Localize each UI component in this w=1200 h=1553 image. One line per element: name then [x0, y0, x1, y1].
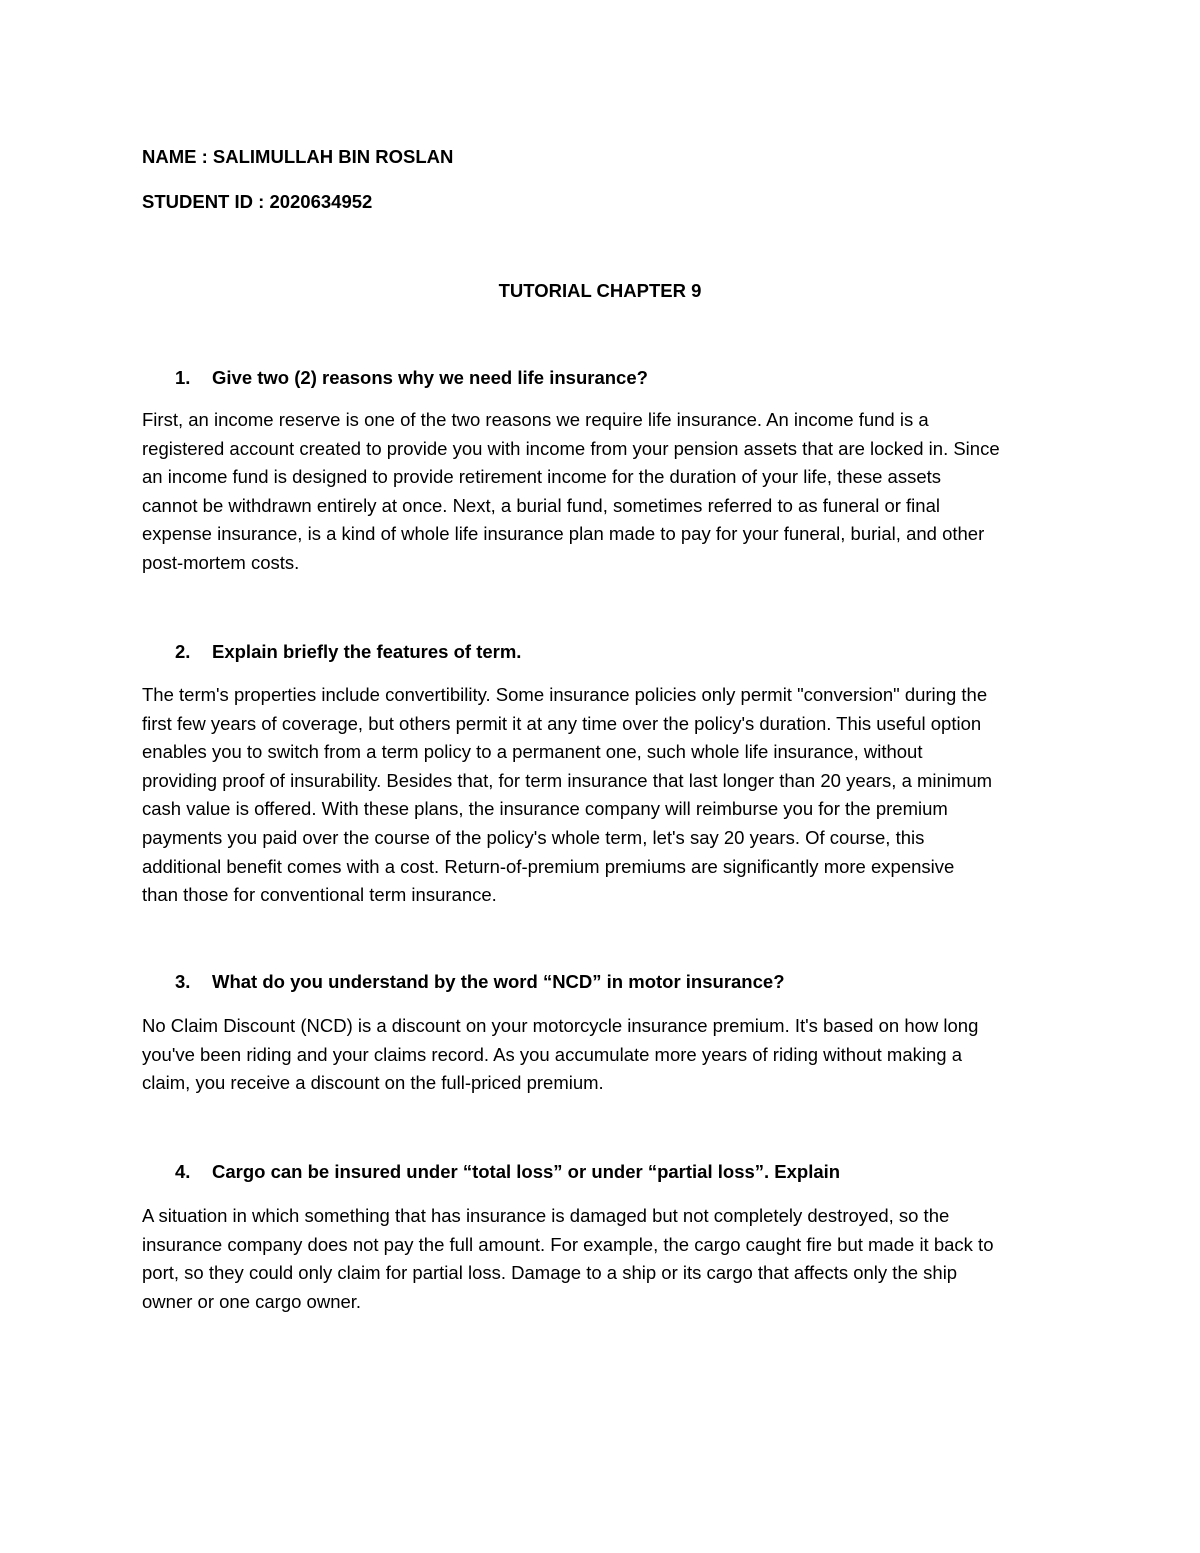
question-2-text: Explain briefly the features of term.: [212, 641, 522, 662]
question-4-text: Cargo can be insured under “total loss” or under “partial loss”. Explain: [212, 1161, 841, 1182]
answer-line: you've been riding and your claims record. As you accumulate more years of riding without making a: [142, 1043, 962, 1065]
answer-line: No Claim Discount (NCD) is a discount on your motorcycle insurance premium. It's based on how long: [142, 1015, 979, 1036]
answer-line: The term's properties include convertibility. Some insurance policies only permit "conversion" during the: [142, 684, 988, 705]
answer-line: cannot be withdrawn entirely at once. Next, a burial fund, sometimes referred to as funeral or final: [142, 494, 940, 516]
answer-line: expense insurance, is a kind of whole life insurance plan made to pay for your funeral, burial, and other: [142, 523, 985, 545]
question-4-heading: [175, 1163, 840, 1182]
answer-line: registered account created to provide you with income from your pension assets that are locked in. Since: [142, 437, 1000, 459]
question-1-text: Give two (2) reasons why we need life insurance?: [212, 367, 648, 388]
question-3-text: What do you understand by the word “NCD” in motor insurance?: [212, 971, 785, 992]
answer-4: [142, 1202, 1072, 1316]
answer-line: First, an income reserve is one of the two reasons we require life insurance. An income fund is a: [142, 409, 929, 430]
question-1-number: 1.: [175, 367, 191, 388]
answer-line: enables you to switch from a term policy to a permanent one, such whole life insurance, without: [142, 741, 923, 763]
answer-line: owner or one cargo owner.: [142, 1290, 362, 1312]
question-2-number: 2.: [175, 641, 191, 662]
answer-1: [142, 406, 1072, 578]
student-id: STUDENT ID : 2020634952: [142, 191, 373, 212]
question-3-number: 3.: [175, 971, 191, 992]
answer-line: port, so they could only claim for partial loss. Damage to a ship or its cargo that affects only the ship: [142, 1262, 958, 1284]
answer-line: than those for conventional term insurance.: [142, 884, 497, 906]
answer-line: claim, you receive a discount on the full-priced premium.: [142, 1072, 604, 1094]
answer-line: insurance company does not pay the full amount. For example, the cargo caught fire but made it back to: [142, 1233, 994, 1255]
question-2-heading: [175, 643, 521, 662]
document-title: TUTORIAL CHAPTER 9: [498, 280, 702, 301]
question-3-heading: [175, 973, 785, 992]
answer-line: A situation in which something that has insurance is damaged but not completely destroyed, so the: [142, 1205, 950, 1226]
student-name: NAME : SALIMULLAH BIN ROSLAN: [142, 146, 454, 167]
answer-line: providing proof of insurability. Besides that, for term insurance that last longer than 20 years, a minimum: [142, 769, 993, 791]
answer-line: cash value is offered. With these plans, the insurance company will reimburse you for the premium: [142, 798, 948, 820]
answer-3: [142, 1012, 1072, 1098]
answer-line: additional benefit comes with a cost. Return-of-premium premiums are significantly more expensive: [142, 855, 955, 877]
question-4-number: 4.: [175, 1161, 191, 1182]
question-1-heading: [175, 369, 648, 388]
answer-line: post-mortem costs.: [142, 551, 300, 573]
answer-line: payments you paid over the course of the policy's whole term, let's say 20 years. Of course, this: [142, 826, 925, 848]
answer-2: [142, 681, 1072, 910]
answer-line: an income fund is designed to provide retirement income for the duration of your life, these assets: [142, 466, 942, 488]
answer-line: first few years of coverage, but others permit it at any time over the policy's duration. This useful option: [142, 712, 982, 734]
